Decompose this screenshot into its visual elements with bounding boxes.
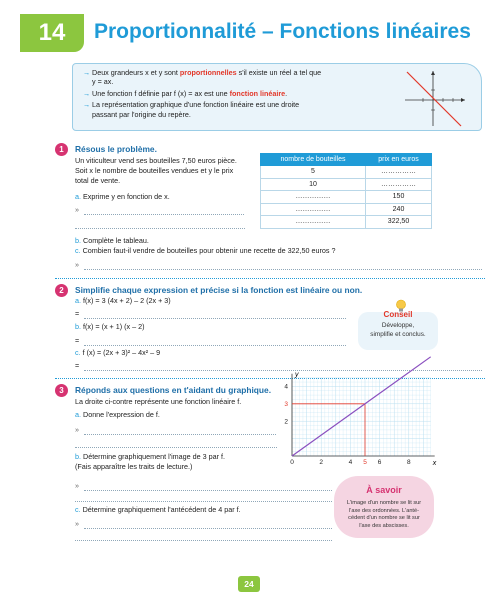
- exercise-number: 2: [55, 284, 68, 297]
- chapter-header: [20, 14, 490, 52]
- question-b: [75, 322, 145, 332]
- question-text: Détermine graphiquement l'antécédent de 4 par f.: [82, 505, 241, 514]
- key-fact-title: À savoir: [366, 485, 402, 495]
- question-text: f(x) = 3 (4x + 2) – 2 (2x + 3): [83, 296, 171, 305]
- table-cell[interactable]: ……………: [366, 178, 432, 191]
- exercise-text: La droite ci-contre représente une fonction linéaire f.: [75, 397, 242, 406]
- question-text: Détermine graphiquement l'image de 3 par f.: [83, 452, 226, 461]
- table-cell: 322,50: [366, 216, 432, 229]
- intro-text: Une fonction f définie par f (x) = ax est une: [92, 88, 230, 98]
- advice-line: simplifie et conclus.: [370, 330, 426, 338]
- question-letter: a.: [75, 296, 81, 305]
- question-letter: c.: [75, 505, 81, 514]
- intro-text: s'il existe un réel a tel que y = ax.: [92, 68, 322, 87]
- key-fact-line: l'axe des ordonnées. L'anté-: [349, 507, 419, 514]
- exercise-title: Réponds aux questions en t'aidant du graphique.: [75, 385, 272, 395]
- key-fact-box: [334, 476, 434, 538]
- chapter-title: Proportionnalité – Fonctions linéaires: [94, 20, 471, 43]
- table-header: prix en euros: [366, 154, 432, 166]
- intro-item: [83, 89, 323, 98]
- intro-text: .: [285, 88, 288, 98]
- question-c: [75, 246, 336, 256]
- answer-line[interactable]: [75, 501, 332, 502]
- table-cell: 5: [261, 166, 366, 179]
- answer-line[interactable]: [84, 370, 482, 371]
- question-text: Combien faut-il vendre de bouteilles pour obtenir une recette de 322,50 euros ?: [82, 246, 336, 255]
- answer-line[interactable]: [84, 490, 332, 491]
- exercise-text: Soit x le nombre de bouteilles vendues et y le prix: [75, 166, 234, 175]
- intro-keyword: fonction linéaire: [229, 88, 286, 98]
- answer-line[interactable]: [75, 447, 277, 448]
- y-tick-label: 3: [284, 401, 288, 409]
- table-cell[interactable]: ……………: [366, 166, 432, 179]
- answer-line[interactable]: [84, 269, 482, 270]
- x-tick-label: 4: [348, 459, 353, 466]
- answer-arrow-icon: »: [75, 519, 79, 528]
- exercise-number: 3: [55, 384, 68, 397]
- question-b: [75, 452, 225, 462]
- answer-line[interactable]: [84, 318, 346, 319]
- key-fact-line: cédent d'un nombre se lit sur: [348, 515, 420, 522]
- question-text: f (x) = (2x + 3)² – 4x² – 9: [82, 348, 161, 357]
- question-letter: a.: [75, 192, 81, 201]
- key-fact-text: [340, 500, 428, 530]
- table-row: [261, 166, 432, 179]
- answer-line[interactable]: [84, 434, 276, 435]
- exercise-number: 1: [55, 143, 68, 156]
- key-fact-line: l'axe des abscisses.: [359, 522, 409, 529]
- question-b: [75, 236, 149, 246]
- exercise-title: Simplifie chaque expression et précise si la fonction est linéaire ou non.: [75, 285, 363, 295]
- answer-arrow-icon: »: [75, 481, 79, 490]
- table-cell[interactable]: ……………: [261, 191, 366, 204]
- y-tick-label: 2: [284, 418, 288, 426]
- x-tick-label: 6: [377, 459, 382, 466]
- answer-arrow-icon: »: [75, 205, 79, 214]
- exercise-text: (Fais apparaître les traits de lecture.): [75, 462, 193, 471]
- question-a: [75, 296, 171, 306]
- table-cell: 150: [366, 191, 432, 204]
- answer-line[interactable]: [84, 528, 332, 529]
- question-letter: b.: [75, 236, 81, 245]
- advice-title: Conseil: [383, 310, 413, 319]
- intro-item: [83, 68, 323, 87]
- table-cell[interactable]: ……………: [261, 216, 366, 229]
- table-row: [261, 216, 432, 229]
- equals-sign: =: [75, 336, 80, 345]
- chapter-number: 14: [20, 14, 84, 52]
- answer-line[interactable]: [75, 228, 245, 229]
- intro-keyword: proportionnelles: [179, 68, 237, 77]
- table-cell: 10: [261, 178, 366, 191]
- linear-function-chart: [280, 371, 440, 468]
- table-header: nombre de bouteilles: [261, 154, 366, 166]
- question-letter: c.: [75, 348, 81, 357]
- intro-text: La représentation graphique d'une fonction linéaire est une droite passant par l'origine du repère.: [92, 100, 300, 119]
- intro-item: [83, 100, 323, 119]
- answer-arrow-icon: »: [75, 260, 79, 269]
- page-number: 24: [238, 576, 260, 592]
- advice-box: [358, 312, 438, 350]
- x-tick-label: 5: [363, 459, 367, 466]
- table-row: [261, 191, 432, 204]
- intro-text: Deux grandeurs x et y sont: [92, 68, 180, 77]
- exercise-title: Résous le problème.: [75, 144, 157, 154]
- bottles-table: [260, 153, 432, 229]
- table-cell: 240: [366, 203, 432, 216]
- question-text: f(x) = (x + 1) (x – 2): [83, 322, 145, 331]
- question-letter: b.: [75, 322, 81, 331]
- chart-grid: [292, 378, 431, 456]
- advice-line: Développe,: [381, 322, 415, 329]
- table-row: [261, 178, 432, 191]
- question-letter: a.: [75, 410, 81, 419]
- answer-arrow-icon: »: [75, 425, 79, 434]
- question-letter: c.: [75, 246, 81, 255]
- key-fact-line: L'image d'un nombre se lit sur: [346, 500, 422, 506]
- section-divider: [55, 278, 485, 279]
- question-c: [75, 505, 241, 515]
- question-a: [75, 410, 160, 420]
- x-axis-label: x: [432, 460, 437, 467]
- question-text: Complète le tableau.: [83, 236, 149, 245]
- answer-line[interactable]: [84, 214, 244, 215]
- equals-sign: =: [75, 309, 80, 318]
- intro-axes-illustration: [399, 68, 469, 128]
- question-text: Exprime y en fonction de x.: [83, 192, 170, 201]
- y-tick-label: 4: [284, 383, 288, 391]
- exercise-text: Un viticulteur vend ses bouteilles 7,50 euros pièce.: [75, 156, 237, 165]
- answer-line[interactable]: [75, 540, 332, 541]
- advice-text: [358, 322, 438, 339]
- x-tick-label: 0: [290, 459, 294, 466]
- question-a: [75, 192, 170, 202]
- question-c: [75, 348, 160, 358]
- x-tick-label: 2: [319, 459, 324, 466]
- question-text: Donne l'expression de f.: [83, 410, 160, 419]
- question-letter: b.: [75, 452, 81, 461]
- y-axis-label: y: [295, 371, 299, 379]
- exercise-text: total de vente.: [75, 176, 121, 185]
- answer-line[interactable]: [84, 345, 346, 346]
- chart-ticks: [284, 384, 411, 466]
- table-cell[interactable]: ……………: [261, 203, 366, 216]
- intro-list: [83, 68, 323, 121]
- table-row: [261, 203, 432, 216]
- x-tick-label: 8: [406, 459, 411, 466]
- equals-sign: =: [75, 361, 80, 370]
- intro-box: [72, 63, 482, 131]
- chart-axes: [292, 371, 435, 456]
